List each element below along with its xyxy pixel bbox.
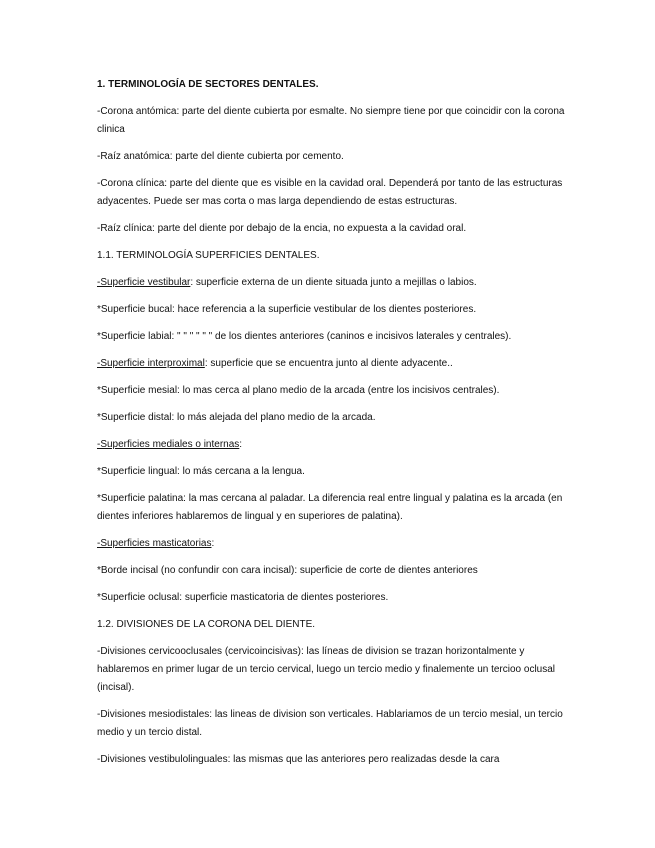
paragraph-superficie-palatina: *Superficie palatina: la mas cercana al paladar. La diferencia real entre lingual y palatina es la arcada (en dientes inferiores hablaremos de lingual y en superiores de palatina). bbox=[97, 493, 563, 522]
paragraph-superficie-vestibular bbox=[97, 274, 567, 292]
paragraph-raiz-clinica: -Raíz clínica: parte del diente por debajo de la encia, no expuesta a la cavidad oral. bbox=[97, 223, 467, 234]
paragraph-divisiones-vestibulolinguales: -Divisiones vestibulolinguales: las mismas que las anteriores pero realizadas desde la cara bbox=[97, 754, 500, 765]
paragraph-superficie-mesial: *Superficie mesial: lo mas cerca al plano medio de la arcada (entre los incisivos centrales). bbox=[97, 385, 500, 396]
paragraph-superficie-oclusal: *Superficie oclusal: superficie masticatoria de dientes posteriores. bbox=[97, 592, 389, 603]
colon-superficies-masticatorias: : bbox=[211, 538, 215, 549]
term-superficie-interproximal: -Superficie interproximal bbox=[97, 358, 205, 369]
term-superficies-mediales: -Superficies mediales o internas bbox=[97, 439, 240, 450]
heading-divisiones-corona: 1.2. DIVISIONES DE LA CORONA DEL DIENTE. bbox=[97, 619, 316, 630]
paragraph-corona-anatomica: -Corona antómica: parte del diente cubierta por esmalte. No siempre tiene por que coincidir con la corona clinica bbox=[97, 106, 565, 135]
paragraph-superficie-bucal: *Superficie bucal: hace referencia a la superficie vestibular de los dientes posteriores. bbox=[97, 304, 477, 315]
paragraph-divisiones-mesiodistales: -Divisiones mesiodistales: las lineas de division son verticales. Hablariamos de un tercio mesial, un tercio medio y un tercio distal. bbox=[97, 709, 563, 738]
term-superficie-vestibular: -Superficie vestibular bbox=[97, 277, 191, 288]
paragraph-superficie-distal: *Superficie distal: lo más alejada del plano medio de la arcada. bbox=[97, 412, 376, 423]
paragraph-superficies-mediales bbox=[97, 436, 567, 454]
paragraph-corona-clinica: -Corona clínica: parte del diente que es visible en la cavidad oral. Dependerá por tanto de las estructuras adyacentes. Puede ser mas corta o mas larga dependiendo de estas estructuras. bbox=[97, 178, 563, 207]
colon-superficies-mediales: : bbox=[239, 439, 243, 450]
term-superficies-masticatorias: -Superficies masticatorias bbox=[97, 538, 212, 549]
paragraph-superficie-interproximal bbox=[97, 355, 567, 373]
heading-terminologia-superficies: 1.1. TERMINOLOGÍA SUPERFICIES DENTALES. bbox=[97, 250, 320, 261]
definition-superficie-interproximal: : superficie que se encuentra junto al diente adyacente.. bbox=[204, 358, 453, 369]
paragraph-superficies-masticatorias bbox=[97, 535, 567, 553]
paragraph-divisiones-cervicooclusales: -Divisiones cervicooclusales (cervicoincisivas): las líneas de division se trazan horizontalmente y hablaremos en primer lugar de un tercio cervical, luego un tercio medio y finalemente un tercioo oclusal (incisal). bbox=[97, 646, 556, 693]
paragraph-raiz-anatomica: -Raíz anatómica: parte del diente cubierta por cemento. bbox=[97, 151, 344, 162]
heading-terminologia-sectores: 1. TERMINOLOGÍA DE SECTORES DENTALES. bbox=[97, 79, 319, 90]
document-body bbox=[97, 76, 567, 778]
paragraph-borde-incisal: *Borde incisal (no confundir con cara incisal): superficie de corte de dientes anteriores bbox=[97, 565, 478, 576]
definition-superficie-vestibular: : superficie externa de un diente situada junto a mejillas o labios. bbox=[190, 277, 477, 288]
paragraph-superficie-labial: *Superficie labial: " " " " " " de los dientes anteriores (caninos e incisivos laterales y centrales). bbox=[97, 331, 512, 342]
paragraph-superficie-lingual: *Superficie lingual: lo más cercana a la lengua. bbox=[97, 466, 305, 477]
